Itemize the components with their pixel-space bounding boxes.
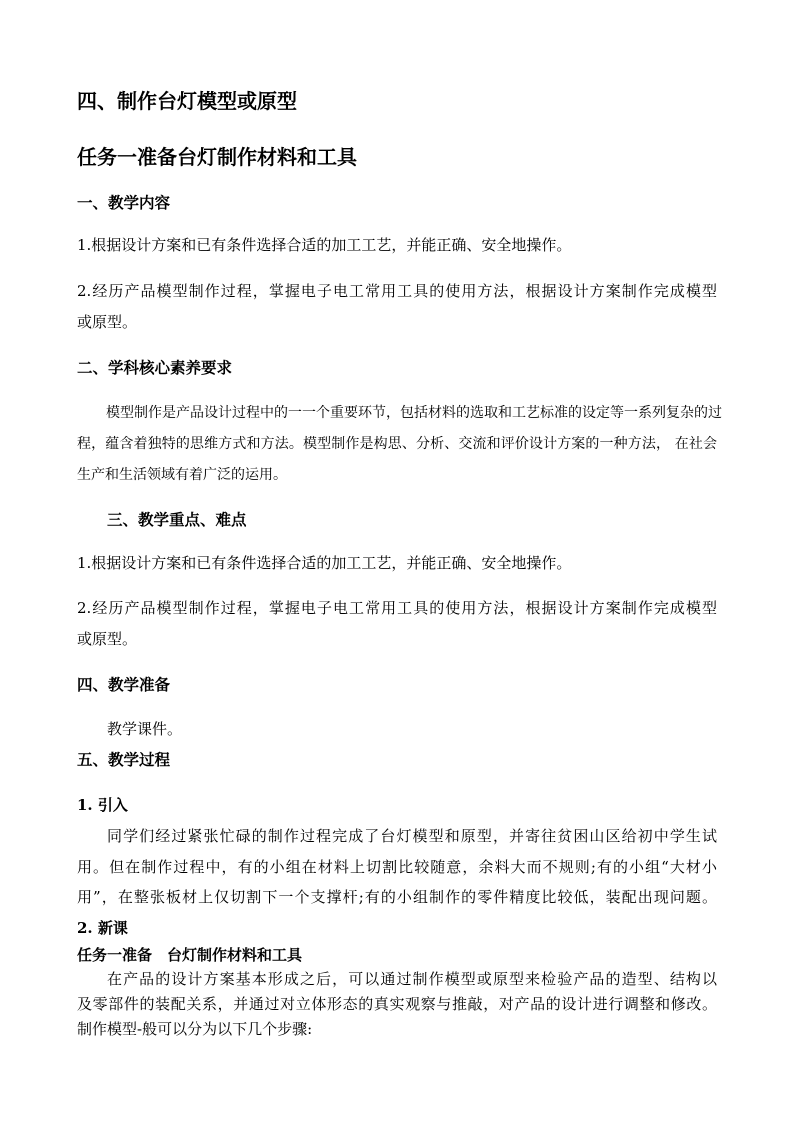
intro-line-2: 用。但在制作过程中，有的小组在材料上切割比较随意，余料大而不规则;有的小组“大材小 <box>77 858 717 876</box>
key-point-item-1: 1.根据设计方案和已有条件选择合适的加工工艺，并能正确、安全地操作。 <box>77 554 572 572</box>
new-lesson-line-2: 及零部件的装配关系，并通过对立体形态的真实观察与推敲，对产品的设计进行调整和修改。 <box>77 995 717 1013</box>
process-step-intro: 1. 引入 <box>77 796 128 814</box>
new-lesson-line-1: 在产品的设计方案基本形成之后，可以通过制作模型或原型来检验产品的造型、结构以 <box>107 970 717 988</box>
section-heading-key-points: 三、教学重点、难点 <box>107 510 247 529</box>
literacy-line-1: 模型制作是产品设计过程中的一一个重要环节，包括材料的选取和工艺标准的设定等一系列复杂的过 <box>106 405 722 421</box>
intro-line-3: 用”，在整张板材上仅切割下一个支撑杆;有的小组制作的零件精度比较低，装配出现问题。 <box>77 888 717 906</box>
section-heading-literacy: 二、学科核心素养要求 <box>77 358 233 377</box>
content-item-2-line-1: 2.经历产品模型制作过程，掌握电子电工常用工具的使用方法，根据设计方案制作完成模型 <box>77 282 717 300</box>
new-lesson-line-3: 制作模型-般可以分为以下几个步骤: <box>77 1020 313 1038</box>
process-step-new-lesson: 2. 新课 <box>77 919 128 937</box>
section-heading-content: 一、教学内容 <box>77 193 171 212</box>
content-item-2-line-2: 或原型。 <box>77 313 138 331</box>
new-lesson-task-heading: 任务一准备 台灯制作材料和工具 <box>77 946 303 964</box>
key-point-item-2-line-2: 或原型。 <box>77 630 138 648</box>
literacy-line-3: 生产和生活领域有着广泛的运用。 <box>77 467 287 483</box>
key-point-item-2-line-1: 2.经历产品模型制作过程，掌握电子电工常用工具的使用方法，根据设计方案制作完成模型 <box>77 599 717 617</box>
section-heading-process: 五、教学过程 <box>77 750 171 769</box>
content-item-1: 1.根据设计方案和已有条件选择合适的加工工艺，并能正确、安全地操作。 <box>77 236 572 254</box>
task-title: 任务一准备台灯制作材料和工具 <box>77 145 357 169</box>
literacy-line-2: 程，蕴含着独特的思维方式和方法。模型制作是构思、分析、交流和评价设计方案的一种方法， 在社会 <box>77 436 717 452</box>
document-title: 四、制作台灯模型或原型 <box>77 89 297 113</box>
intro-line-1: 同学们经过紧张忙碌的制作过程完成了台灯模型和原型，并寄往贫困山区给初中学生试 <box>107 827 717 845</box>
preparation-text: 教学课件。 <box>107 720 183 738</box>
section-heading-preparation: 四、教学准备 <box>77 675 171 694</box>
